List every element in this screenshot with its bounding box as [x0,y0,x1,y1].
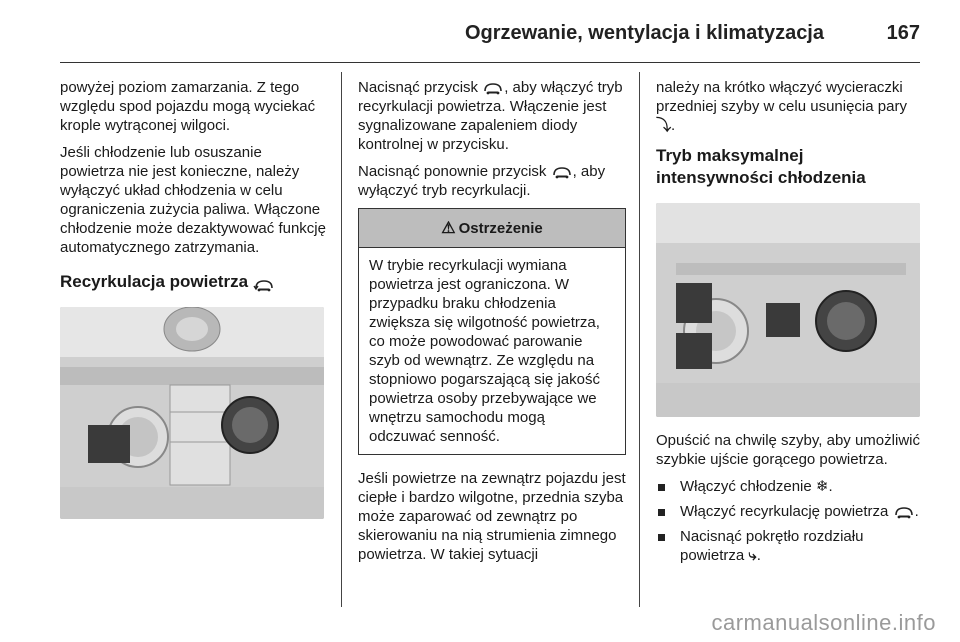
page-title: Ogrzewanie, wentylacja i klimatyzacja [464,22,824,44]
paragraph: Jeśli powietrze na zewnątrz pojazdu jest ciepłe i bardzo wilgotne, przednia szyba może zaparować od zewnątrz po skierowaniu na nią strumienia zimnego powietrza. W takiej sytuacji [358,470,626,563]
recirculation-icon [893,505,915,519]
paragraph: Jeśli chłodzenie lub osuszanie powietrza nie jest konieczne, należy wyłączyć układ chłodzenia w celu ograniczenia zużycia paliwa. Włączone chłodzenie może dezaktywować funkcję automatycznego zatrzymania. [60,144,326,256]
windscreen-defog-icon: ⤵ [656,117,672,134]
list-item: Nacisnąć pokrętło rozdziału powietrza ⤷. [656,527,924,565]
page-header [60,14,920,63]
climate-panel-photo-max-cooling [656,203,920,417]
snowflake-icon: ❄ [815,478,829,495]
climate-panel-photo [60,307,324,519]
section-heading-recirculation: Recyrkulacja powietrza [60,271,328,293]
column-2 [358,78,626,572]
paragraph: Nacisnąć przycisk , aby włączyć tryb recyrkulacji powietrza. Włączenie jest sygnalizowane zapaleniem diody kontrolnej w przycisku. [358,79,623,153]
section-heading-max-cooling: Tryb maksymalnej intensywności chłodzenia [656,146,866,187]
recirculation-icon [551,165,573,179]
paragraph: należy na krótko włączyć wycieraczki przedniej szyby w celu usunięcia pary ⤵. [656,79,907,134]
column-3 [656,78,924,571]
list-item: Włączyć recyrkulację powietrza . [656,502,924,521]
page-number: 167 [886,22,920,44]
warning-box [358,208,626,455]
column-divider [639,72,640,607]
paragraph: Opuścić na chwilę szyby, aby umożliwić szybkie ujście gorącego powietrza. [656,432,920,468]
recirculation-icon [253,276,275,290]
watermark: carmanualsonline.info [711,610,936,635]
air-distribution-icon: ⤷ [748,547,757,564]
column-divider [341,72,342,607]
paragraph: powyżej poziom zamarzania. Z tego względu spod pojazdu mogą wyciekać krople wytrąconej wilgoci. [60,79,316,134]
recirculation-icon [482,81,504,95]
column-1 [60,78,328,519]
warning-icon: ⚠ [441,219,456,237]
warning-text: W trybie recyrkulacji wymiana powietrza jest ograniczona. W przypadku braku chłodzenia zwiększa się wilgotność powietrza, co może powodować parowanie szyb od wewnątrz. Ze względu na stopniowo pogarszającą się jakość powietrza osoby przebywające we wnętrzu samochodu mogą odczuwać senność. [369,257,600,445]
paragraph: Nacisnąć ponownie przycisk , aby wyłączyć tryb recyrkulacji. [358,163,606,199]
list-item: Włączyć chłodzenie ❄. [656,477,924,496]
warning-header: ⚠ Ostrzeżenie [359,209,625,248]
